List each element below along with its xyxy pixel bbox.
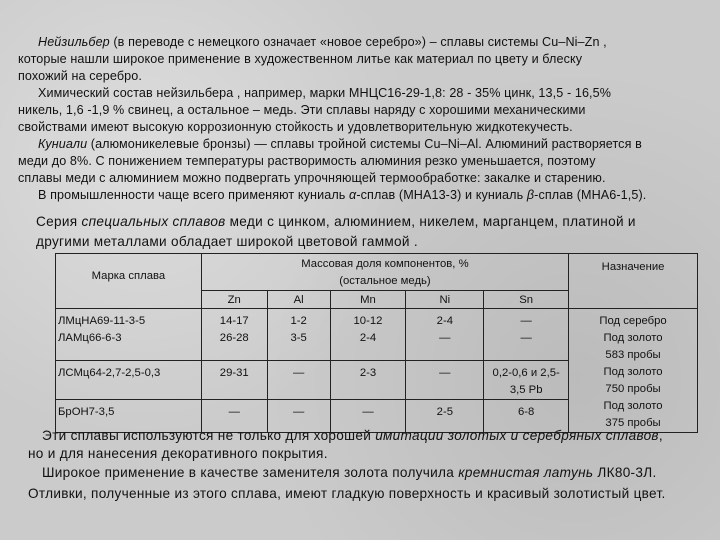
text-line: никель, 1,6 -1,9 % свинец, а остальное – медь. Эти сплавы наряду с хорошими механическими [18,103,586,117]
cell-al: — [267,361,330,400]
text-span: Эти сплавы используются не только для хорошей [42,428,376,443]
text-line [38,34,607,52]
header-sn: Sn [484,291,569,309]
beta-symbol: β [526,188,535,202]
grade-line: ЛАМц66-6-3 [58,332,122,344]
cell-grade: ЛСМц64-2,7-2,5-0,3 [56,361,202,400]
header-mass-fraction [201,254,568,291]
cell-purpose [569,309,698,433]
grade-line: ЛМцНА69-11-3-5 [58,315,146,327]
purpose-line: 750 пробы [605,383,661,395]
text-span: -сплав (МНА6-1,5). [534,188,647,202]
value: 26-28 [219,332,249,344]
cell-mn [330,309,406,361]
purpose-line: Под серебро [599,315,667,327]
text-line: другими металлами обладает широкой цветовой гаммой . [36,234,418,249]
text-span: , [658,428,663,443]
cell-zn: 29-31 [201,361,267,400]
header-zn: Zn [201,291,267,309]
text-line: свойствами имеют высокую коррозионную стойкость и удовлетворительную жидкотекучесть. [18,120,573,134]
text-span: ЛК80-3Л. [593,465,657,480]
alpha-symbol: α [349,188,357,202]
cell-zn: — [201,400,267,433]
cell-zn [201,309,267,361]
cell-mn: — [330,400,406,433]
purpose-line: 583 пробы [605,349,661,361]
cell-mn: 2-3 [330,361,406,400]
table-row [56,309,698,361]
text-span: (алюмоникелевые бронзы) — сплавы тройной системы Cu–Ni–Al. Алюминий растворяется в [87,137,642,151]
text-span: Серия [36,214,82,229]
header-al: Al [267,291,330,309]
text-line: которые нашли широкое применение в художественном литье как материал по цвету и блеску [18,52,583,66]
text-line [42,463,657,483]
term-imitation: имитации золотых и серебряных сплавов [375,428,659,443]
text-span: (в переводе с немецкого означает «новое серебро») – сплавы системы Cu–Ni–Zn , [109,35,607,49]
cell-sn: 6-8 [484,400,569,433]
value: 10-12 [353,315,383,327]
value: 2-4 [359,332,377,344]
text-line: сплавы меди с алюминием можно подвергать упрочняющей термообработке: закалке и старению. [18,171,606,185]
text-line: но и для нанесения декоративного покрытия. [28,446,328,461]
header-purpose: Назначение [569,254,698,309]
cell-sn [484,361,569,400]
header-mn: Mn [330,291,406,309]
value: — [520,315,532,327]
text-line: Отливки, полученные из этого сплава, имеют гладкую поверхность и красивый золотистый цвет. [28,486,666,501]
header-mass-line1: Массовая доля компонентов, % [301,258,469,270]
term-neusilber: Нейзильбер [38,35,110,49]
purpose-line: Под золото [603,366,663,378]
text-line [42,426,663,446]
term-special-alloys: специальных сплавов [81,214,226,229]
cell-sn [484,309,569,361]
cell-grade: БрОН7-3,5 [56,400,202,433]
text-span: -сплав (МНА13-3) и куниаль [356,188,527,202]
text-span: меди с цинком, алюминием, никелем, марганцем, платиной и [225,214,636,229]
term-silicon-brass: кремнистая латунь [458,465,594,480]
header-ni: Ni [406,291,484,309]
value: 3-5 [290,332,307,344]
text-span: Широкое применение в качестве заменителя золота получила [42,465,459,480]
cell-al [267,309,330,361]
cell-ni: 2-5 [406,400,484,433]
text-line: похожий на серебро. [18,69,142,83]
purpose-line: Под золото [603,332,663,344]
purpose-line: Под золото [603,400,663,412]
value: 1-2 [290,315,307,327]
cell-al: — [267,400,330,433]
text-span: В промышленности чаще всего применяют куниаль [38,188,350,202]
value: 14-17 [219,315,249,327]
text-line: Химический состав нейзильбера , например, марки МНЦС16-29-1,8: 28 - 35% цинк, 13,5 - 16,5% [38,86,612,100]
value: — [520,332,532,344]
purpose-line: 375 пробы [605,417,661,429]
value: 3,5 Pb [509,384,543,396]
term-kunial: Куниали [38,137,88,151]
alloy-table [55,253,698,433]
text-line [36,212,636,232]
cell-ni [406,309,484,361]
header-mass-line2: (остальное медь) [339,275,431,287]
value: 0,2-0,6 и 2,5- [492,367,560,379]
text-line [38,136,642,154]
cell-grade [56,309,202,361]
header-grade: Марка сплава [56,254,202,309]
cell-ni: — [406,361,484,400]
value: — [439,332,451,344]
text-line [38,187,646,205]
value: 2-4 [436,315,453,327]
text-line: меди до 8%. С понижением температуры растворимость алюминия резко уменьшается, поэтому [18,154,596,168]
